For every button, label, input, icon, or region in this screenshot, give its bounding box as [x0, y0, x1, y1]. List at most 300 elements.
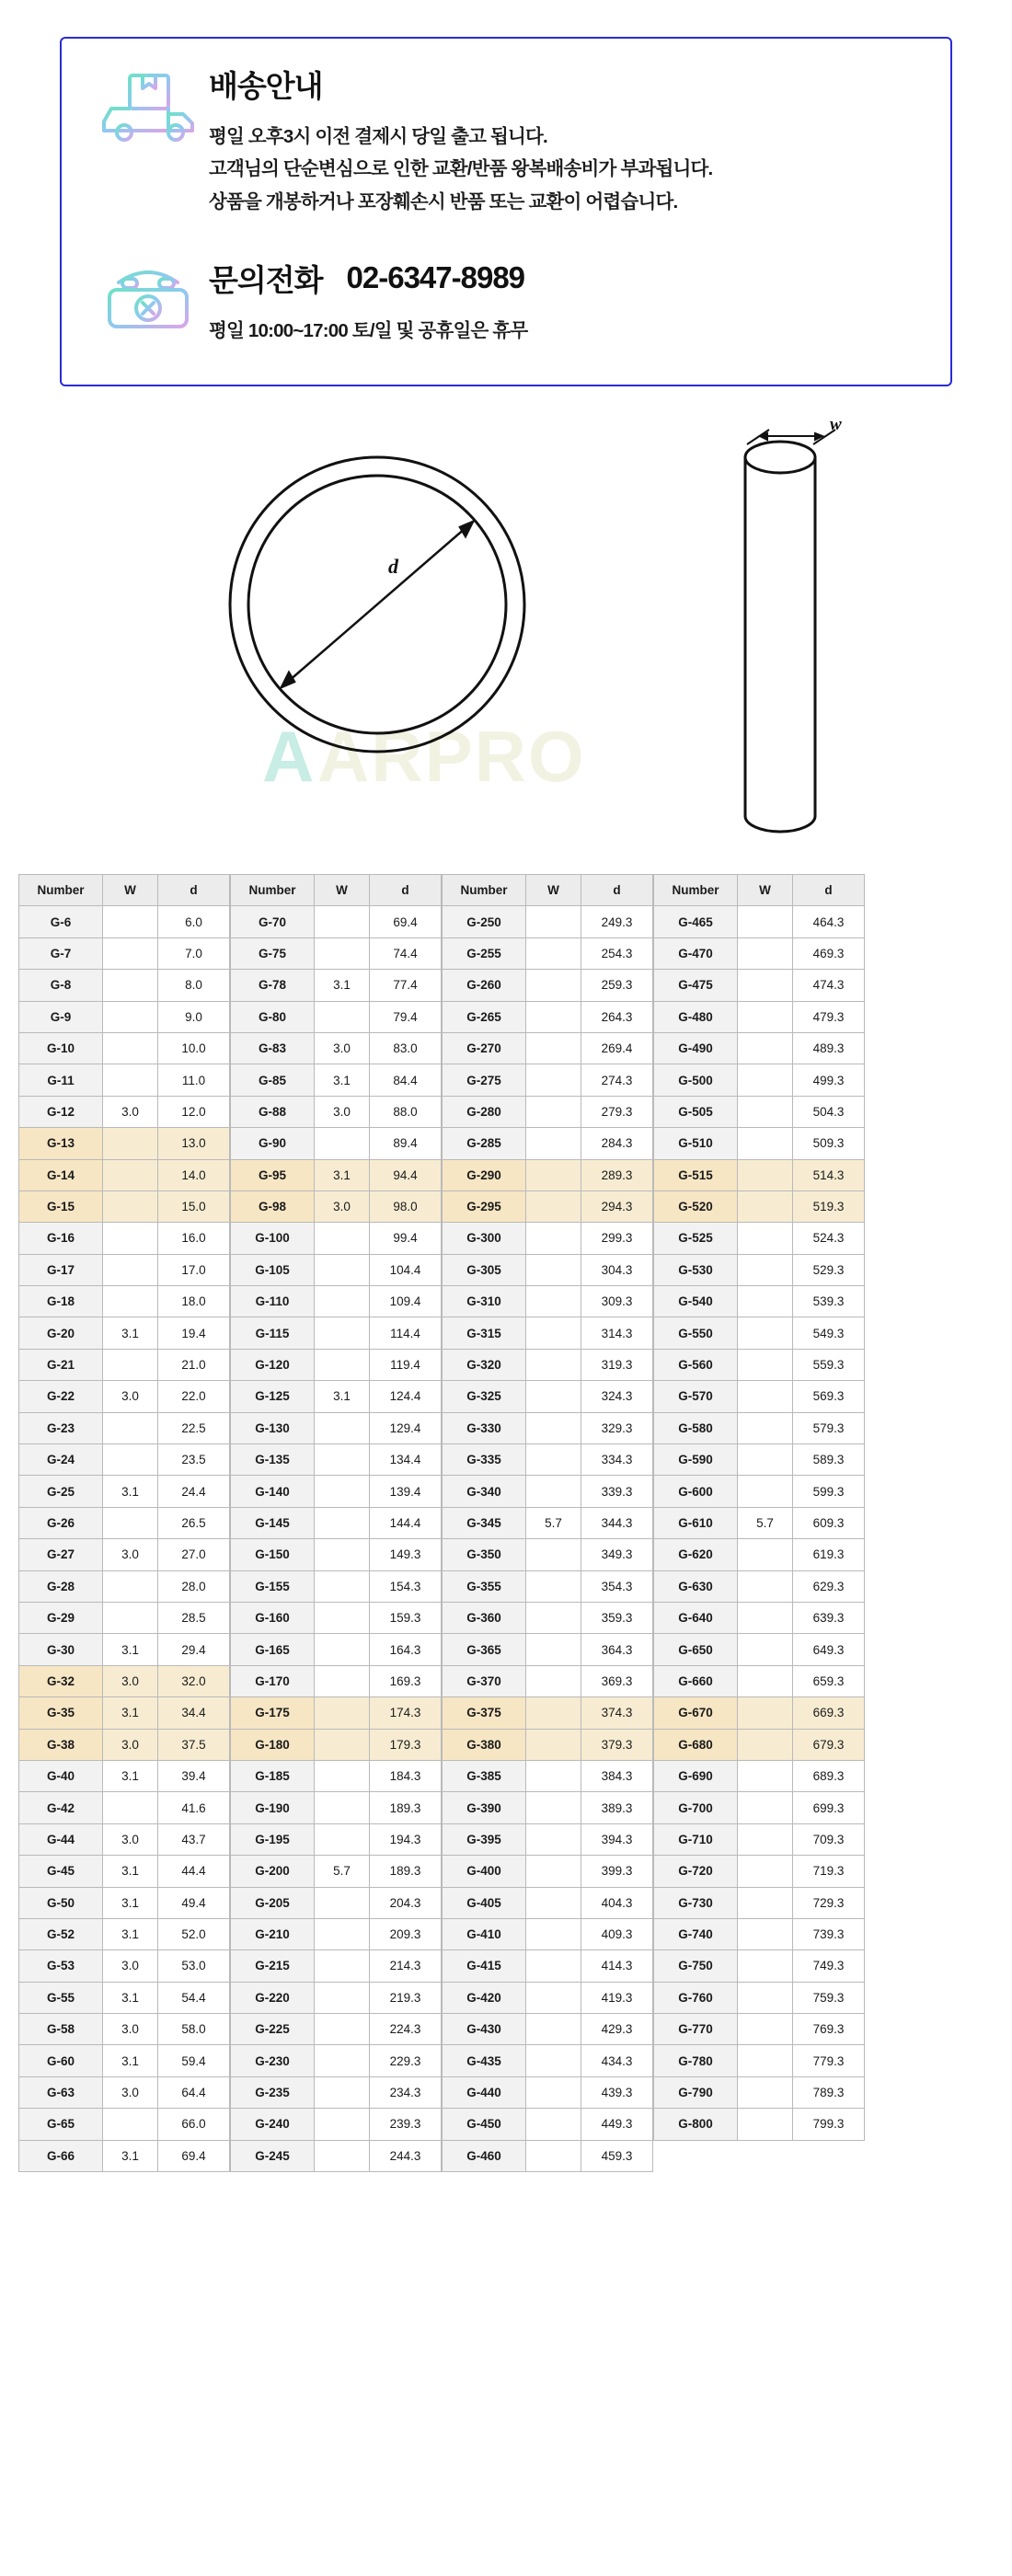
- cell-number: G-130: [231, 1412, 315, 1443]
- cell-d: 469.3: [793, 937, 865, 969]
- cell-d: 43.7: [158, 1823, 230, 1855]
- cell-w: [526, 1918, 581, 1949]
- cell-number: G-780: [654, 2045, 738, 2076]
- cell-number: G-290: [443, 1159, 526, 1190]
- cell-w: [526, 1570, 581, 1602]
- cell-w: [526, 1223, 581, 1254]
- cell-w: 3.1: [103, 1634, 158, 1665]
- table-row: [443, 1950, 653, 1982]
- cell-w: 3.0: [315, 1190, 370, 1222]
- cell-w: [526, 1190, 581, 1222]
- cell-w: [738, 1570, 793, 1602]
- cell-d: 27.0: [158, 1539, 230, 1570]
- cell-w: 3.1: [103, 1856, 158, 1887]
- cell-number: G-465: [654, 906, 738, 937]
- cell-w: [526, 1760, 581, 1791]
- cell-w: [103, 1128, 158, 1159]
- table-row: [231, 1412, 442, 1443]
- table-row: [654, 1412, 865, 1443]
- cell-number: G-270: [443, 1032, 526, 1064]
- cell-d: 189.3: [370, 1792, 442, 1823]
- cell-w: [526, 2014, 581, 2045]
- cell-w: [738, 1381, 793, 1412]
- table-row: [19, 1381, 230, 1412]
- cell-d: 7.0: [158, 937, 230, 969]
- table-row: [654, 1064, 865, 1096]
- cell-w: [526, 1539, 581, 1570]
- cell-number: G-200: [231, 1856, 315, 1887]
- cell-d: 14.0: [158, 1159, 230, 1190]
- cell-w: [315, 1001, 370, 1032]
- table-row: [19, 1254, 230, 1285]
- cell-d: 689.3: [793, 1760, 865, 1791]
- cell-d: 139.4: [370, 1476, 442, 1507]
- cell-w: [315, 1950, 370, 1982]
- cell-d: 779.3: [793, 2045, 865, 2076]
- table-row: [19, 1476, 230, 1507]
- cell-d: 254.3: [581, 937, 653, 969]
- cell-w: 3.0: [103, 1729, 158, 1760]
- cell-d: 26.5: [158, 1507, 230, 1538]
- cell-w: 3.0: [103, 1950, 158, 1982]
- table-row: [231, 1286, 442, 1317]
- cell-number: G-150: [231, 1539, 315, 1570]
- cell-number: G-110: [231, 1286, 315, 1317]
- table-row: [654, 1539, 865, 1570]
- cell-number: G-52: [19, 1918, 103, 1949]
- cell-d: 194.3: [370, 1823, 442, 1855]
- cell-number: G-45: [19, 1856, 103, 1887]
- table-row: [231, 1570, 442, 1602]
- cell-number: G-490: [654, 1032, 738, 1064]
- cell-w: [526, 1476, 581, 1507]
- table-row: [654, 1982, 865, 2013]
- table-row: [19, 1032, 230, 1064]
- svg-text:w: w: [830, 420, 842, 434]
- table-row: [19, 1286, 230, 1317]
- cell-number: G-42: [19, 1792, 103, 1823]
- cell-d: 264.3: [581, 1001, 653, 1032]
- table-row: [231, 1823, 442, 1855]
- cell-d: 11.0: [158, 1064, 230, 1096]
- cell-d: 83.0: [370, 1032, 442, 1064]
- cell-w: [738, 1001, 793, 1032]
- cell-number: G-160: [231, 1602, 315, 1633]
- cell-d: 209.3: [370, 1918, 442, 1949]
- cell-w: 3.1: [103, 1887, 158, 1918]
- cell-number: G-140: [231, 1476, 315, 1507]
- cell-d: 559.3: [793, 1349, 865, 1380]
- cell-w: [315, 1254, 370, 1285]
- table-row: [19, 1539, 230, 1570]
- cell-d: 169.3: [370, 1665, 442, 1696]
- cell-d: 54.4: [158, 1982, 230, 2013]
- table-row: [231, 937, 442, 969]
- cell-number: G-430: [443, 2014, 526, 2045]
- cell-number: G-275: [443, 1064, 526, 1096]
- cell-number: G-300: [443, 1223, 526, 1254]
- table-row: [231, 1982, 442, 2013]
- table-row: [443, 1412, 653, 1443]
- table-row: [19, 1918, 230, 1949]
- cell-number: G-53: [19, 1950, 103, 1982]
- cell-d: 15.0: [158, 1190, 230, 1222]
- cell-w: [315, 2014, 370, 2045]
- cell-w: [738, 1223, 793, 1254]
- cell-w: [526, 1286, 581, 1317]
- cell-number: G-95: [231, 1159, 315, 1190]
- table-row: [231, 1856, 442, 1887]
- cell-number: G-330: [443, 1412, 526, 1443]
- cell-d: 74.4: [370, 937, 442, 969]
- cell-d: 59.4: [158, 2045, 230, 2076]
- cell-d: 52.0: [158, 1918, 230, 1949]
- cell-d: 22.0: [158, 1381, 230, 1412]
- cell-d: 374.3: [581, 1697, 653, 1729]
- cell-w: [315, 1349, 370, 1380]
- cell-w: [738, 1032, 793, 1064]
- cell-d: 639.3: [793, 1602, 865, 1633]
- cell-w: 5.7: [526, 1507, 581, 1538]
- cell-number: G-670: [654, 1697, 738, 1729]
- cell-number: G-630: [654, 1570, 738, 1602]
- cell-w: 3.0: [103, 1381, 158, 1412]
- cell-w: [526, 1950, 581, 1982]
- cell-d: 619.3: [793, 1539, 865, 1570]
- cell-number: G-255: [443, 937, 526, 969]
- cell-d: 649.3: [793, 1634, 865, 1665]
- cell-d: 164.3: [370, 1634, 442, 1665]
- cell-number: G-470: [654, 937, 738, 969]
- cell-w: [738, 1760, 793, 1791]
- cell-w: [738, 2045, 793, 2076]
- cell-number: G-15: [19, 1190, 103, 1222]
- svg-text:d: d: [388, 555, 398, 578]
- cell-d: 659.3: [793, 1665, 865, 1696]
- cell-d: 269.4: [581, 1032, 653, 1064]
- cell-w: [526, 1729, 581, 1760]
- table-row: [443, 1918, 653, 1949]
- cell-number: G-420: [443, 1982, 526, 2013]
- cell-w: [103, 1254, 158, 1285]
- cell-d: 189.3: [370, 1856, 442, 1887]
- cell-d: 524.3: [793, 1223, 865, 1254]
- table-row: [19, 1697, 230, 1729]
- table-row: [443, 1317, 653, 1349]
- cell-number: G-720: [654, 1856, 738, 1887]
- table-row: [231, 970, 442, 1001]
- table-row: [19, 1792, 230, 1823]
- cell-number: G-325: [443, 1381, 526, 1412]
- cell-w: 3.1: [103, 1476, 158, 1507]
- table-row: [654, 1856, 865, 1887]
- cell-w: [315, 1507, 370, 1538]
- cell-number: G-680: [654, 1729, 738, 1760]
- cell-number: G-500: [654, 1064, 738, 1096]
- table-body-2: [231, 906, 442, 2172]
- cell-number: G-530: [654, 1254, 738, 1285]
- table-row: [231, 1032, 442, 1064]
- table-row: [19, 2014, 230, 2045]
- cell-number: G-27: [19, 1539, 103, 1570]
- cell-number: G-40: [19, 1760, 103, 1791]
- cell-d: 64.4: [158, 2076, 230, 2108]
- table-row: [443, 1760, 653, 1791]
- cell-d: 314.3: [581, 1317, 653, 1349]
- cell-number: G-770: [654, 2014, 738, 2045]
- cell-number: G-44: [19, 1823, 103, 1855]
- cell-d: 12.0: [158, 1096, 230, 1127]
- table-row: [654, 1159, 865, 1190]
- table-row: [654, 2014, 865, 2045]
- cell-d: 539.3: [793, 1286, 865, 1317]
- cell-d: 759.3: [793, 1982, 865, 2013]
- cell-number: G-235: [231, 2076, 315, 2108]
- cell-number: G-400: [443, 1856, 526, 1887]
- cell-d: 679.3: [793, 1729, 865, 1760]
- cell-d: 259.3: [581, 970, 653, 1001]
- table-row: [654, 1317, 865, 1349]
- cell-d: 28.0: [158, 1570, 230, 1602]
- cell-number: G-295: [443, 1190, 526, 1222]
- cell-w: 3.1: [315, 970, 370, 1001]
- cell-w: 3.1: [315, 1064, 370, 1096]
- cell-w: [738, 2076, 793, 2108]
- table-row: [19, 1064, 230, 1096]
- cell-d: 799.3: [793, 2109, 865, 2140]
- table-row: [19, 2140, 230, 2171]
- cell-number: G-70: [231, 906, 315, 937]
- table-row: [654, 1760, 865, 1791]
- cell-d: 514.3: [793, 1159, 865, 1190]
- cell-d: 529.3: [793, 1254, 865, 1285]
- cell-number: G-265: [443, 1001, 526, 1032]
- table-row: [231, 1918, 442, 1949]
- cell-d: 459.3: [581, 2140, 653, 2171]
- table-row: [231, 1507, 442, 1538]
- cell-w: [315, 1223, 370, 1254]
- table-row: [654, 1729, 865, 1760]
- table-row: [19, 906, 230, 937]
- cell-number: G-505: [654, 1096, 738, 1127]
- table-row: [654, 1001, 865, 1032]
- table-row: [19, 1412, 230, 1443]
- shipping-notice-line-1: 평일 오후3시 이전 결제시 당일 출고 됩니다.: [209, 126, 547, 147]
- cell-w: [738, 1665, 793, 1696]
- cell-d: 214.3: [370, 1950, 442, 1982]
- cell-w: [526, 2045, 581, 2076]
- cell-number: G-220: [231, 1982, 315, 2013]
- cell-w: [526, 1444, 581, 1476]
- cell-w: 3.1: [315, 1381, 370, 1412]
- table-row: [19, 1856, 230, 1887]
- cell-w: [526, 1982, 581, 2013]
- cell-number: G-475: [654, 970, 738, 1001]
- table-row: [443, 1001, 653, 1032]
- header-number: Number: [19, 875, 103, 906]
- cell-d: 53.0: [158, 1950, 230, 1982]
- header-d: d: [370, 875, 442, 906]
- cell-d: 114.4: [370, 1317, 442, 1349]
- table-row: [231, 1128, 442, 1159]
- cell-w: [738, 1412, 793, 1443]
- cell-number: G-185: [231, 1760, 315, 1791]
- cell-number: G-125: [231, 1381, 315, 1412]
- cell-d: 79.4: [370, 1001, 442, 1032]
- cell-w: [526, 1096, 581, 1127]
- cell-d: 789.3: [793, 2076, 865, 2108]
- table-row: [654, 2045, 865, 2076]
- cell-d: 414.3: [581, 1950, 653, 1982]
- watermark-a: A: [262, 716, 316, 797]
- table-row: [443, 1634, 653, 1665]
- cell-number: G-210: [231, 1918, 315, 1949]
- cell-number: G-570: [654, 1381, 738, 1412]
- cell-d: 23.5: [158, 1444, 230, 1476]
- cell-d: 184.3: [370, 1760, 442, 1791]
- cell-d: 299.3: [581, 1223, 653, 1254]
- cell-number: G-520: [654, 1190, 738, 1222]
- table-row: [654, 1918, 865, 1949]
- cell-number: G-98: [231, 1190, 315, 1222]
- cell-number: G-90: [231, 1128, 315, 1159]
- table-row: [231, 1792, 442, 1823]
- table-row: [443, 2109, 653, 2140]
- cell-w: [315, 1634, 370, 1665]
- cell-w: 3.0: [103, 1823, 158, 1855]
- table-row: [443, 1286, 653, 1317]
- cell-w: [103, 1064, 158, 1096]
- cell-number: G-25: [19, 1476, 103, 1507]
- cell-number: G-650: [654, 1634, 738, 1665]
- cell-d: 599.3: [793, 1476, 865, 1507]
- cell-number: G-405: [443, 1887, 526, 1918]
- cell-number: G-480: [654, 1001, 738, 1032]
- cell-w: [315, 1570, 370, 1602]
- cell-w: [103, 906, 158, 937]
- cell-number: G-75: [231, 937, 315, 969]
- cell-number: G-38: [19, 1729, 103, 1760]
- cell-d: 8.0: [158, 970, 230, 1001]
- cell-number: G-345: [443, 1507, 526, 1538]
- cell-d: 204.3: [370, 1887, 442, 1918]
- table-block-1: [18, 874, 230, 2172]
- cell-w: [315, 1317, 370, 1349]
- table-row: [443, 937, 653, 969]
- cell-w: [526, 1665, 581, 1696]
- table-row: [231, 2140, 442, 2171]
- cell-number: G-305: [443, 1254, 526, 1285]
- cell-number: G-11: [19, 1064, 103, 1096]
- table-row: [654, 1444, 865, 1476]
- cell-d: 39.4: [158, 1760, 230, 1791]
- table-block-4: [653, 874, 865, 2172]
- cell-d: 284.3: [581, 1128, 653, 1159]
- cell-number: G-310: [443, 1286, 526, 1317]
- cell-d: 499.3: [793, 1064, 865, 1096]
- table-row: [443, 970, 653, 1001]
- cell-number: G-205: [231, 1887, 315, 1918]
- cell-w: 3.1: [315, 1159, 370, 1190]
- cell-number: G-380: [443, 1729, 526, 1760]
- table-row: [443, 1064, 653, 1096]
- cell-d: 719.3: [793, 1856, 865, 1887]
- cell-number: G-80: [231, 1001, 315, 1032]
- table-row: [654, 970, 865, 1001]
- cell-number: G-375: [443, 1697, 526, 1729]
- cell-d: 379.3: [581, 1729, 653, 1760]
- cell-d: 509.3: [793, 1128, 865, 1159]
- table-row: [19, 1128, 230, 1159]
- contact-label: 문의전화: [209, 262, 323, 297]
- table-row: [654, 1286, 865, 1317]
- table-row: [231, 1476, 442, 1507]
- oring-dimension-diagram: [0, 407, 1012, 848]
- table-row: [19, 1096, 230, 1127]
- cell-w: 3.0: [103, 1539, 158, 1570]
- cell-d: 579.3: [793, 1412, 865, 1443]
- cell-d: 294.3: [581, 1190, 653, 1222]
- cell-d: 354.3: [581, 1570, 653, 1602]
- header-d: d: [158, 875, 230, 906]
- cell-w: [315, 2109, 370, 2140]
- cell-number: G-155: [231, 1570, 315, 1602]
- cell-w: [526, 1381, 581, 1412]
- cell-d: 589.3: [793, 1444, 865, 1476]
- table-row: [19, 2045, 230, 2076]
- cell-w: 3.0: [103, 1665, 158, 1696]
- cell-d: 449.3: [581, 2109, 653, 2140]
- cell-d: 124.4: [370, 1381, 442, 1412]
- cell-w: [315, 1539, 370, 1570]
- cell-w: [526, 1792, 581, 1823]
- cell-number: G-525: [654, 1223, 738, 1254]
- cell-w: 3.1: [103, 2140, 158, 2171]
- table-row: [654, 1665, 865, 1696]
- cell-number: G-175: [231, 1697, 315, 1729]
- cell-number: G-32: [19, 1665, 103, 1696]
- table-row: [443, 1381, 653, 1412]
- cell-d: 699.3: [793, 1792, 865, 1823]
- watermark-rest: ARPRO: [317, 716, 586, 797]
- cell-w: [738, 1697, 793, 1729]
- cell-d: 19.4: [158, 1317, 230, 1349]
- cell-w: [103, 1190, 158, 1222]
- cell-d: 429.3: [581, 2014, 653, 2045]
- table-row: [443, 1856, 653, 1887]
- cell-d: 434.3: [581, 2045, 653, 2076]
- table-row: [443, 2076, 653, 2108]
- cell-w: [526, 1254, 581, 1285]
- cell-number: G-730: [654, 1887, 738, 1918]
- table-row: [231, 1064, 442, 1096]
- cell-number: G-88: [231, 1096, 315, 1127]
- cell-w: [315, 1982, 370, 2013]
- cell-d: 304.3: [581, 1254, 653, 1285]
- size-table-3: [442, 874, 653, 2172]
- cell-d: 10.0: [158, 1032, 230, 1064]
- cell-w: [103, 1602, 158, 1633]
- cell-d: 159.3: [370, 1602, 442, 1633]
- table-row: [19, 937, 230, 969]
- table-row: [231, 1190, 442, 1222]
- cell-number: G-590: [654, 1444, 738, 1476]
- cell-d: 504.3: [793, 1096, 865, 1127]
- cell-d: 174.3: [370, 1697, 442, 1729]
- cell-number: G-610: [654, 1507, 738, 1538]
- cell-w: [526, 906, 581, 937]
- cell-d: 319.3: [581, 1349, 653, 1380]
